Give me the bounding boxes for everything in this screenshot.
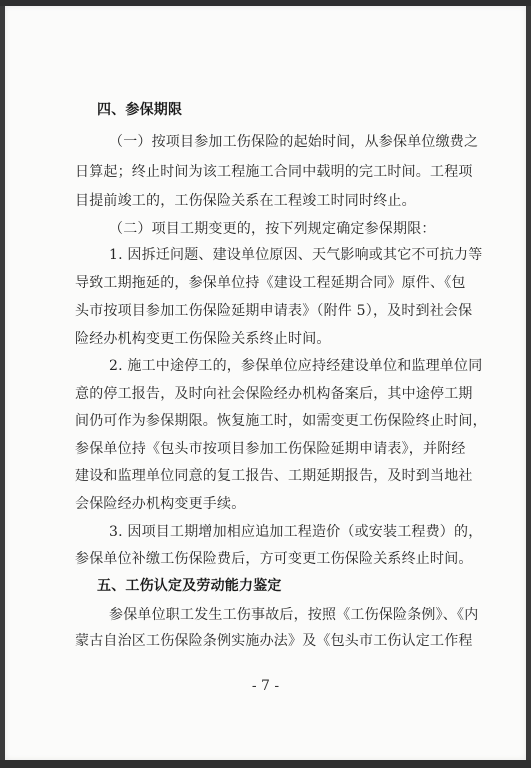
paragraph-line: 参保单位持《包头市按项目参加工伤保险延期申请表》，并附经: [75, 441, 466, 457]
paragraph-line: 建设和监理单位同意的复工报告、工期延期报告，及时到当地社: [75, 468, 473, 484]
paragraph-line: 2. 施工中途停工的，参保单位应持经建设单位和监理单位同: [109, 358, 483, 374]
paragraph-line: 目提前竣工的，工伤保险关系在工程竣工时同时终止。: [75, 193, 416, 209]
paragraph-line: 3. 因项目工期增加相应追加工程造价（或安装工程费）的，: [109, 524, 483, 540]
paragraph-line: 日算起；终止时间为该工程施工合同中载明的完工时间。工程项: [75, 164, 473, 180]
paragraph-line: （二）项目工期变更的，按下列规定确定参保期限：: [109, 221, 436, 237]
paragraph-line: （一）按项目参加工伤保险的起始时间，从参保单位缴费之: [109, 134, 479, 150]
paragraph-line: 1. 因拆迁问题、建设单位原因、天气影响或其它不可抗力等: [109, 247, 483, 263]
viewer-bottom-bar: [0, 760, 531, 768]
paragraph-line: 参保单位补缴工伤保险费后，方可变更工伤保险关系终止时间。: [75, 551, 473, 567]
paragraph-line: 蒙古自治区工伤保险条例实施办法》及《包头市工伤认定工作程: [75, 633, 473, 649]
paragraph-line: 意的停工报告，及时向社会保险经办机构备案后，其中途停工期: [75, 386, 473, 402]
paragraph-line: 间仍可作为参保期限。恢复施工时，如需变更工伤保险终止时间，: [75, 413, 487, 429]
paragraph-line: 险经办机构变更工伤保险关系终止时间。: [75, 331, 331, 347]
section-heading-4: 四、参保期限: [97, 102, 183, 118]
paragraph-line: 导致工期拖延的，参保单位持《建设工程延期合同》原件、《包: [75, 275, 466, 291]
page-number: - 7 -: [251, 678, 280, 694]
document-page: [5, 6, 526, 760]
paragraph-line: 会保险经办机构变更手续。: [75, 496, 246, 512]
section-heading-5: 五、工伤认定及劳动能力鉴定: [97, 578, 282, 594]
paragraph-line: 参保单位职工发生工伤事故后，按照《工伤保险条例》、《内: [109, 607, 479, 623]
paragraph-line: 头市按项目参加工伤保险延期申请表》（附件 5），及时到社会保: [75, 303, 473, 319]
